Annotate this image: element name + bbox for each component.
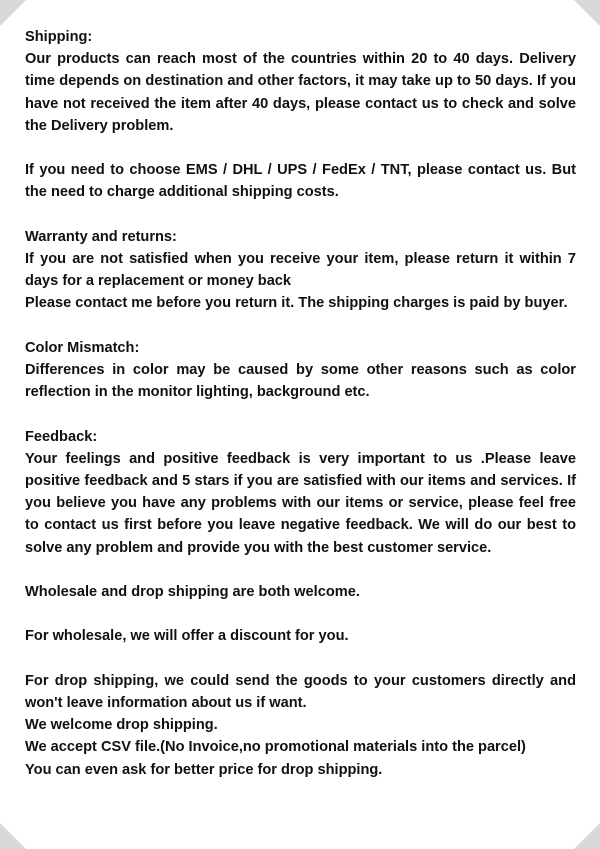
shipping-section <box>25 26 576 137</box>
policy-document <box>25 26 576 803</box>
wholesale-discount-section <box>25 625 576 647</box>
feedback-section <box>25 426 576 559</box>
shipping-heading: Shipping: <box>25 29 93 45</box>
color-mismatch-text: Differences in color may be caused by some other reasons such as color reflection in the monitor lighting, background etc. <box>25 362 576 401</box>
wholesale-section <box>25 581 576 603</box>
drop-shipping-section <box>25 670 576 781</box>
page-corner-bottom-right <box>574 823 600 849</box>
feedback-heading: Feedback: <box>25 428 98 445</box>
warranty-heading: Warranty and returns: <box>25 228 177 245</box>
page-corner-top-left <box>0 0 26 26</box>
return-contact-text: Please contact me before you return it. The shipping charges is paid by buyer. <box>25 295 568 312</box>
feedback-text: Your feelings and positive feedback is very important to us .Please leave positive feedback and 5 stars if you are satisfied with our items and services. If you believe you have any problems with our items or service, please feel free to contact us first before you leave negative feedback. We will do our best to solve any problem and provide you with the best customer service. <box>25 450 576 556</box>
drop-shipping-text: For drop shipping, we could send the goods to your customers directly and won't leave information about us if want. <box>25 672 576 711</box>
express-shipping-text: If you need to choose EMS / DHL / UPS / FedEx / TNT, please contact us. But the need to charge additional shipping costs. <box>25 162 576 201</box>
page-corner-top-right <box>574 0 600 26</box>
color-mismatch-heading: Color Mismatch: <box>25 339 140 356</box>
shipping-text: Our products can reach most of the countries within 20 to 40 days. Delivery time depends on destination and other factors, it may take up to 50 days. If you have not received the item after 40 days, please contact us to check and solve the Delivery problem. <box>25 51 576 134</box>
warranty-text: If you are not satisfied when you receive your item, please return it within 7 days for a replacement or money back <box>25 251 576 290</box>
color-mismatch-section <box>25 337 576 404</box>
drop-shipping-welcome: We welcome drop shipping. <box>25 717 218 734</box>
page-corner-bottom-left <box>0 823 26 849</box>
express-shipping-section <box>25 159 576 203</box>
better-price-text: You can even ask for better price for drop shipping. <box>25 761 383 778</box>
warranty-section <box>25 226 576 315</box>
wholesale-text: Wholesale and drop shipping are both welcome. <box>25 584 360 600</box>
csv-file-text: We accept CSV file.(No Invoice,no promotional materials into the parcel) <box>25 739 526 756</box>
wholesale-discount-text: For wholesale, we will offer a discount for you. <box>25 628 349 645</box>
